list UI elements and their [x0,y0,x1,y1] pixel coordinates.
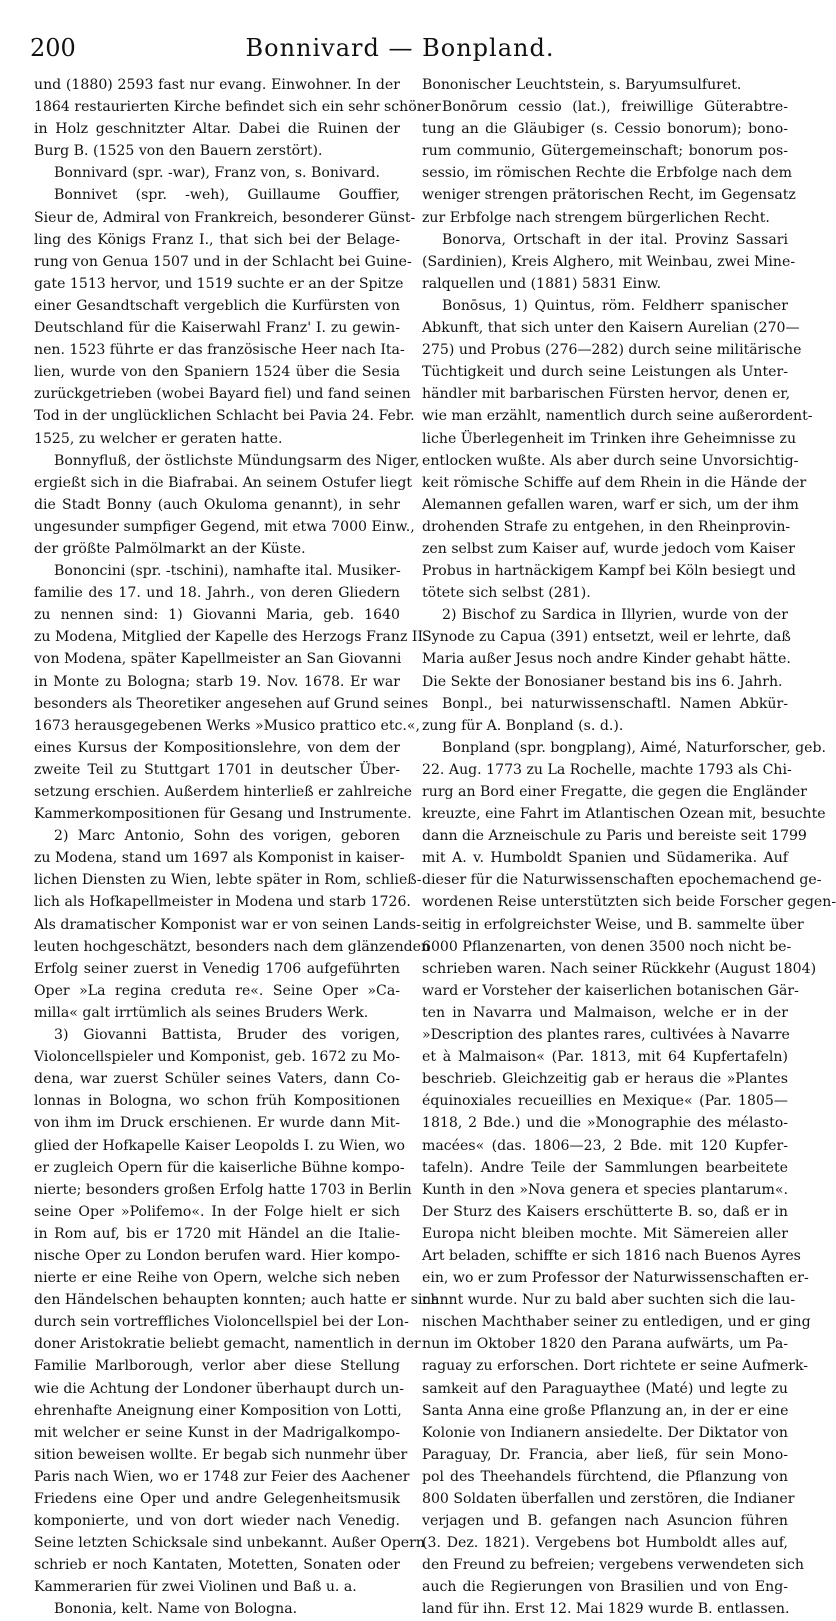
text-line: rum communio, Gütergemeinschaft; bonorum pos- [422,143,788,160]
text-line: einer Gesandtschaft vergeblich die Kurfürsten von [34,297,400,314]
text-line: dena, war zuerst Schüler seines Vaters, dann Co- [34,1071,400,1088]
page-header [0,0,800,62]
text-line: Bononia, kelt. Name von Bologna. [54,1601,298,1618]
text-line: et à Malmaison« (Par. 1813, mit 64 Kupfertafeln) [422,1049,788,1066]
text-line: Bononcini (spr. -tschini), namhafte ital. Musiker- [54,563,401,580]
text-line: glied der Hofkapelle Kaiser Leopolds I. zu Wien, wo [34,1137,405,1154]
text-line: Abkunft, that sich unter den Kaisern Aurelian (270— [422,320,800,337]
text-line: wie die Achtung der Londoner überhaupt durch un- [34,1380,404,1397]
text-line: Europa nicht bleiben mochte. Mit Sämereien aller [422,1225,788,1242]
text-line: Bonpland (spr. bongplang), Aimé, Naturforscher, geb. [442,739,826,756]
text-line: milla« galt irrtümlich als seines Bruders Werk. [34,1004,369,1021]
text-line: zung für A. Bonpland (s. d.). [422,717,624,734]
text-line: Bononischer Leuchtstein, s. Baryumsulfuret. [422,77,742,93]
text-line: 1673 herausgegebenen Werks »Musico prattico etc.«, [34,717,421,734]
text-line: raguay zu erforschen. Dort richtete er seine Aufmerk- [422,1358,809,1375]
text-line: Als dramatischer Komponist war er von seinen Lands- [34,916,421,933]
text-line: Sieur de, Admiral von Frankreich, besonderer Günst- [34,209,416,226]
text-line: eines Kursus der Kompositionslehre, von dem der [34,739,400,756]
text-line: beschrieb. Gleichzeitig gab er heraus die »Plantes [422,1071,788,1088]
text-line: Bonōsus, 1) Quintus, röm. Feldherr spanischer [442,297,788,314]
text-line: rung von Genua 1507 und in der Schlacht bei Guine- [34,253,412,270]
page-number: 200 [30,34,76,62]
text-line: Kammerarien für zwei Violinen und Baß u. a. [34,1579,357,1596]
text-line: den Händelschen behaupten konnten; auch hatte er sich [34,1292,440,1309]
text-line: Familie Marlborough, verlor aber diese Stellung [34,1358,400,1375]
text-line: lichen Diensten zu Wien, lebte später in Rom, schließ- [34,872,422,889]
text-line: Santa Anna eine große Pflanzung an, in der er eine [422,1402,789,1419]
text-line: (Sardinien), Kreis Alghero, mit Weinbau, zwei Mine- [422,253,796,270]
text-line: liche Überlegenheit im Trinken ihre Geheimnisse zu [422,430,797,447]
text-line: ehrenhafte Aneignung einer Komposition von Lotti, [34,1402,402,1419]
text-line: in Monte zu Bologna; starb 19. Nov. 1678. Er war [34,673,400,690]
text-line: gate 1513 hervor, und 1519 suchte er an der Spitze [34,275,404,292]
text-line: wordenen Reise unterstützten sich beide Forscher gegen- [422,894,836,911]
text-line: Oper »La regina creduta re«. Seine Oper »Ca- [34,982,400,999]
left-column [34,74,441,1621]
text-line: ungesunder sumpfiger Gegend, mit etwa 7000 Einw., [34,518,415,535]
text-line: Bonpl., bei naturwissenschaftl. Namen Abkür- [442,695,788,712]
text-line: den Freund zu befreien; vergebens verwendeten sich [422,1557,804,1574]
text-line: nische Oper zu London berufen ward. Hier kompo- [34,1247,400,1264]
text-line: von ihm im Druck erschienen. Er wurde dann Mit- [34,1115,400,1132]
text-line: sessio, im römischen Rechte die Erbfolge nach dem [422,165,793,182]
right-column [422,74,836,1621]
text-line: Erfolg seiner zuerst in Venedig 1706 aufgeführten [34,960,400,977]
text-line: ein, wo er zum Professor der Naturwissenschaften er- [422,1270,809,1287]
text-line: händler mit barbarischen Fürsten hervor, denen er, [422,386,791,403]
text-line: pol des Theehandels fürchtend, die Pflanzung von [422,1468,788,1485]
text-line: équinoxiales recueillies en Mexique« (Par. 1805— [422,1093,788,1110]
text-line: ergießt sich in die Biafrabai. An seinem Ostufer liegt [34,474,413,491]
text-line: zur Erbfolge nach strengem bürgerlichen Recht. [422,209,770,226]
text-line: schrieben waren. Nach seiner Rückkehr (August 1804) [422,960,817,977]
text-line: Probus in hartnäckigem Kampf bei Köln besiegt und [422,563,796,580]
text-line: 6000 Pflanzenarten, von denen 3500 noch nicht be- [422,938,792,955]
text-line: lich als Hofkapellmeister in Modena und starb 1726. [34,894,411,911]
text-line: Seine letzten Schicksale sind unbekannt. Außer Opern [34,1535,425,1552]
text-line: nischen Machthaber seiner zu entledigen, und er ging [422,1314,811,1331]
text-line: zu Modena, Mitglied der Kapelle des Herzogs Franz II. [34,629,428,646]
text-line: tung an die Gläubiger (s. Cessio bonorum); bono- [422,121,788,138]
text-line: er zugleich Opern für die kaiserliche Bühne kompo- [34,1159,405,1176]
text-line: land für ihn. Erst 12. Mai 1829 wurde B. entlassen. [422,1601,790,1618]
text-line: 2) Marc Antonio, Sohn des vorigen, geboren [54,828,400,845]
text-line: mit A. v. Humboldt Spanien und Südamerika. Auf [422,850,788,867]
text-line: seitig in erfolgreichster Weise, und B. sammelte über [422,916,804,933]
text-line: Tod in der unglücklichen Schlacht bei Pavia 24. Febr. [34,408,415,425]
text-line: entlocken wußte. Als aber durch seine Unvorsichtig- [422,452,799,469]
text-line: Violoncellspieler und Komponist, geb. 1672 zu Mo- [34,1049,400,1066]
text-line: ling des Königs Franz I., that sich bei der Belage- [34,231,400,248]
text-line: auch die Regierungen von Brasilien und von Eng- [422,1579,788,1596]
text-line: rurg an Bord einer Fregatte, die gegen die Engländer [422,784,807,800]
text-line: Art beladen, schiffte er sich 1816 nach Buenos Ayres [422,1247,801,1264]
text-line: mit welcher er seine Kunst in der Madrigalkompo- [34,1424,400,1441]
text-line: zu Modena, stand um 1697 als Komponist in kaiser- [34,850,405,867]
text-line: 800 Soldaten überfallen und zerstören, die Indianer [422,1491,795,1507]
text-line: 1864 restaurierten Kirche befindet sich ein sehr schöner [34,99,441,116]
text-line: kreuzte, eine Fahrt im Atlantischen Ozean mit, besuchte [422,806,826,823]
text-line: in Rom auf, bis er 1720 mit Händel an die Italie- [34,1225,400,1242]
text-line: besonders als Theoretiker angesehen auf Grund seines [34,695,429,712]
text-line: tötete sich selbst (281). [422,585,591,602]
text-line: drohenden Strafe zu entgehen, in den Rheinprovin- [422,518,791,535]
text-line: Bonnyfluß, der östlichste Mündungsarm des Niger, [54,452,420,469]
text-line: »Description des plantes rares, cultivées à Navarre [422,1027,790,1044]
text-line: wie man erzählt, namentlich durch seine außerordent- [422,408,813,425]
text-line: setzung erschien. Außerdem hinterließ er zahlreiche [34,784,412,800]
text-line: Synode zu Capua (391) entsetzt, weil er lehrte, daß [422,629,791,646]
text-line: ralquellen und (1881) 5831 Einw. [422,275,662,292]
text-line: Paraguay, Dr. Francia, aber ließ, für sein Mono- [422,1446,788,1463]
text-line: samkeit auf den Paraguaythee (Maté) und legte zu [422,1380,788,1397]
text-line: schrieb er noch Kantaten, Motetten, Sonaten oder [34,1557,400,1574]
text-line: nun im Oktober 1820 den Parana aufwärts, um Pa- [422,1336,788,1353]
text-line: macées« (das. 1806—23, 2 Bde. mit 120 Kupfer- [422,1137,788,1154]
text-line: ten in Navarra und Malmaison, welche er in der [422,1004,788,1021]
text-line: seine Oper »Polifemo«. In der Folge hielt er sich [34,1203,400,1220]
text-line: lien, wurde von den Spaniern 1524 über die Sesia [34,364,400,381]
text-line: verjagen und B. gefangen nach Asuncion führen [422,1513,788,1530]
text-line: nierte er eine Reihe von Opern, welche sich neben [34,1270,400,1287]
text-line: dieser für die Naturwissenschaften epochemachend ge- [422,872,822,889]
text-line: Tüchtigkeit und durch seine Leistungen als Unter- [422,364,788,381]
text-line: Kammerkompositionen für Gesang und Instrumente. [34,806,412,823]
running-head: Bonnivard — Bonpland. [245,34,555,62]
text-line: nannt wurde. Nur zu bald aber suchten sich die lau- [422,1292,796,1309]
text-line: 1818, 2 Bde.) und die »Monographie des mélasto- [422,1115,788,1132]
text-line: ward er Vorsteher der kaiserlichen botanischen Gär- [422,982,799,999]
text-line: 22. Aug. 1773 zu La Rochelle, machte 1793 als Chi- [422,761,792,778]
text-line: Bonnivard (spr. -war), Franz von, s. Bonivard. [54,165,381,182]
text-line: weniger strengen prätorischen Recht, im Gegensatz [422,187,796,204]
text-line: doner Aristokratie beliebt gemacht, namentlich in der [34,1336,421,1353]
text-line: Die Sekte der Bonosianer bestand bis ins 6. Jahrh. [422,673,783,690]
text-line: Maria außer Jesus noch andre Kinder gehabt hätte. [422,651,791,668]
text-line: 275) und Probus (276—282) durch seine militärische [422,342,802,359]
text-line: 3) Giovanni Battista, Bruder des vorigen, [54,1027,400,1044]
text-line: zurückgetrieben (wobei Bayard fiel) und fand seinen [34,386,411,403]
text-line: lonnas in Bologna, wo schon früh Kompositionen [34,1093,400,1110]
text-line: und (1880) 2593 fast nur evang. Einwohner. In der [34,77,400,93]
text-line: zen selbst zum Kaiser auf, wurde jedoch vom Kaiser [422,540,795,557]
text-line: Alemannen gefallen waren, warf er sich, um der ihm [422,496,799,513]
text-line: Paris nach Wien, wo er 1748 zur Feier des Aachener [34,1468,410,1485]
text-line: Friedens eine Oper und andre Gelegenheitsmusik [34,1491,400,1507]
text-line: Burg B. (1525 von den Bauern zerstört). [34,143,323,160]
text-line: Bonnivet (spr. -weh), Guillaume Gouffier, [54,187,400,204]
text-line: nierte; besonders großen Erfolg hatte 1703 in Berlin [34,1181,412,1198]
text-line: 1525, zu welcher er geraten hatte. [34,430,283,447]
text-line: 2) Bischof zu Sardica in Illyrien, wurde von der [442,607,788,624]
text-line: Kunth in den »Nova genera et species plantarum«. [422,1181,788,1198]
text-line: zweite Teil zu Stuttgart 1701 in deutscher Über- [34,761,400,778]
text-line: in Holz geschnitzter Altar. Dabei die Ruinen der [34,121,400,138]
text-line: nen. 1523 führte er das französische Heer nach Ita- [34,342,405,359]
text-line: Bonorva, Ortschaft in der ital. Provinz Sassari [442,231,788,248]
text-line: komponierte, und von dort wieder nach Venedig. [34,1513,400,1530]
text-line: der größte Palmölmarkt an der Küste. [34,540,306,557]
text-line: (3. Dez. 1821). Vergebens bot Humboldt alles auf, [422,1535,788,1552]
text-line: leuten hochgeschätzt, besonders nach dem glänzenden [34,938,431,955]
text-line: von Modena, später Kapellmeister an San Giovanni [34,651,402,668]
text-line: Kolonie von Indianern ansiedelte. Der Diktator von [422,1424,788,1441]
text-line: keit römische Schiffe auf dem Rhein in die Hände der [422,474,807,491]
text-line: tafeln). Andre Teile der Sammlungen bearbeitete [422,1159,788,1176]
text-line: Bonōrum cessio (lat.), freiwillige Güterabtre- [442,99,788,116]
text-line: Der Sturz des Kaisers erschütterte B. so, daß er in [422,1203,788,1220]
text-line: sition beweisen wollte. Er begab sich nunmehr über [34,1446,408,1463]
text-line: durch sein vortreffliches Violoncellspiel bei der Lon- [34,1314,409,1331]
text-line: familie des 17. und 18. Jahrh., von deren Gliedern [34,585,400,602]
text-line: zu nennen sind: 1) Giovanni Maria, geb. 1640 [34,607,400,624]
text-line: Deutschland für die Kaiserwahl Franz' I. zu gewin- [34,320,400,337]
text-line: dann die Arzneischule zu Paris und bereiste seit 1799 [422,828,807,845]
text-line: die Stadt Bonny (auch Okuloma genannt), in sehr [34,496,400,513]
